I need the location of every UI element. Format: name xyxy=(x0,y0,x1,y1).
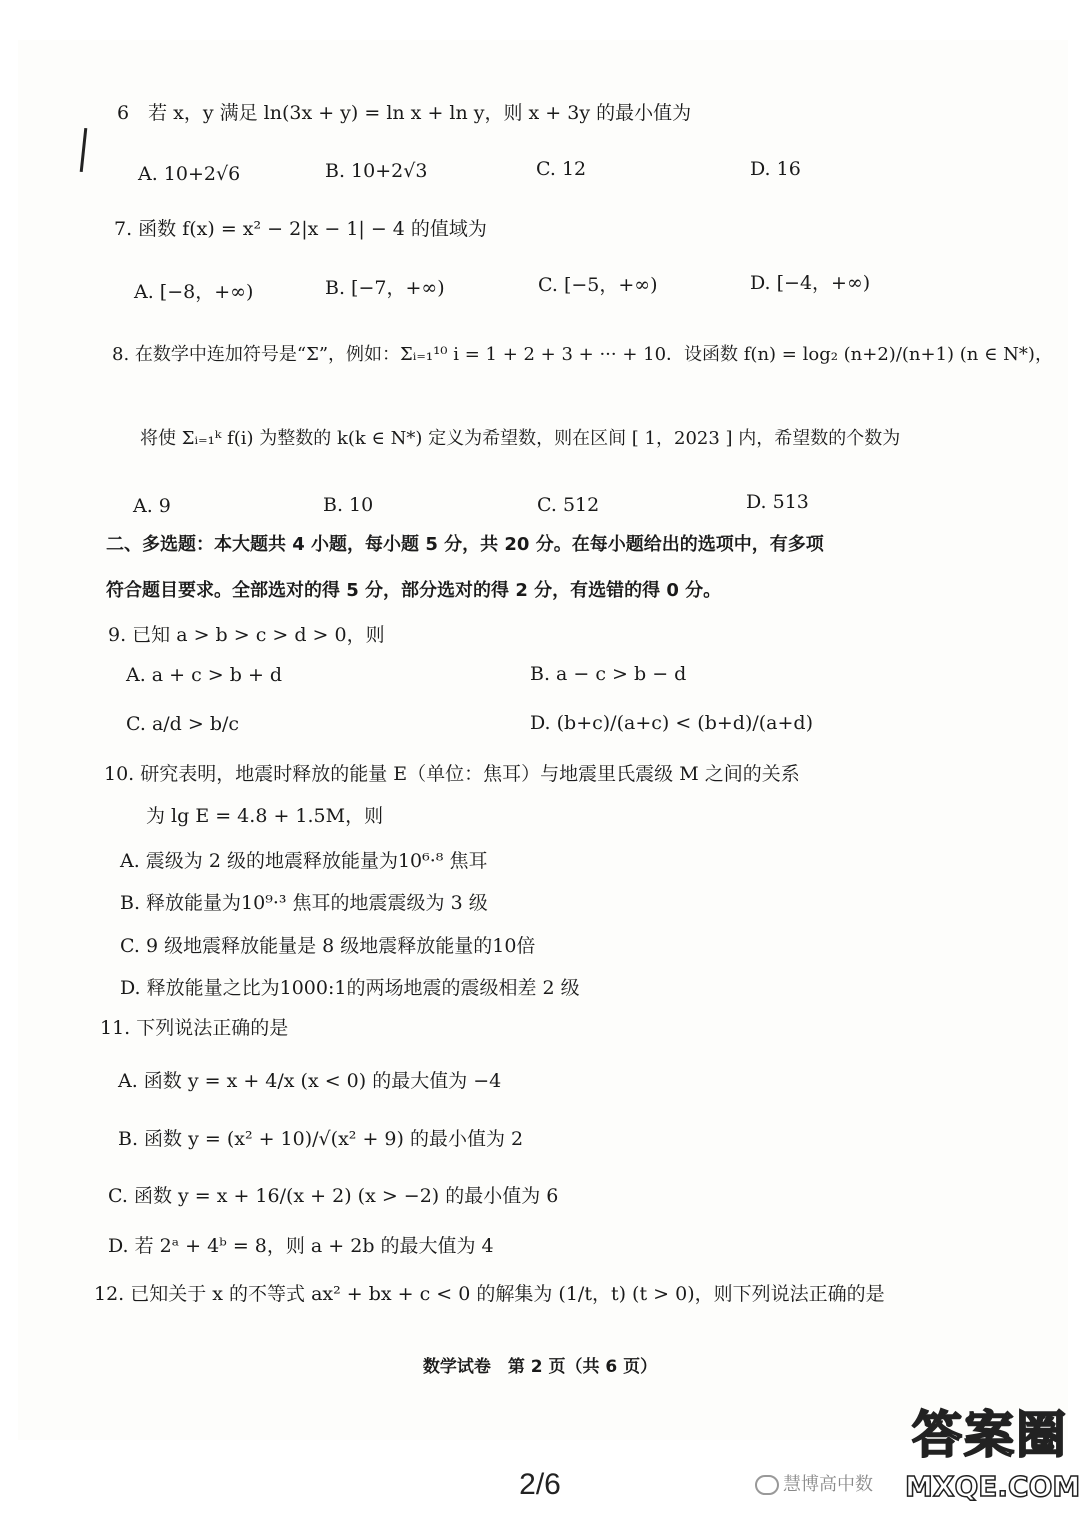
q6-option-d: D. 16 xyxy=(750,158,801,180)
q8-option-c: C. 512 xyxy=(537,494,600,516)
q8-option-d: D. 513 xyxy=(746,491,809,513)
wechat-watermark xyxy=(755,1470,873,1496)
logo-chinese: 答案圈 xyxy=(912,1406,1068,1464)
section-2-heading-line1: 二、多选题：本大题共 4 小题，每小题 5 分，共 20 分。在每小题给出的选项中，有多项 xyxy=(106,534,824,555)
logo-english: MXQE.COM xyxy=(905,1470,1080,1503)
q6-option-a: A. 10+2√6 xyxy=(138,163,241,185)
question-8-stem-line1: 8. 在数学中连加符号是“Σ”，例如：Σᵢ₌₁¹⁰ i = 1 + 2 + 3 + ··· + 10．设函数 f(n) = log₂ (n+2)/(n+1) (n ∈ N*)， xyxy=(112,344,1053,365)
section-2-heading-line2: 符合题目要求。全部选对的得 5 分，部分选对的得 2 分，有选错的得 0 分。 xyxy=(106,580,722,601)
question-10-stem-line1: 10. 研究表明，地震时释放的能量 E（单位：焦耳）与地震里氏震级 M 之间的关系 xyxy=(104,763,800,785)
q11-option-b: B. 函数 y = (x² + 10)/√(x² + 9) 的最小值为 2 xyxy=(118,1128,524,1150)
question-7-stem: 7. 函数 f(x) = x² − 2|x − 1| − 4 的值域为 xyxy=(114,218,487,240)
q7-option-a: A. [−8，+∞) xyxy=(134,281,254,303)
q9-option-a: A. a + c > b + d xyxy=(126,664,283,686)
q7-option-d: D. [−4，+∞) xyxy=(750,272,871,294)
q6-option-b: B. 10+2√3 xyxy=(325,160,428,182)
wechat-icon xyxy=(755,1475,779,1495)
question-11-stem: 11. 下列说法正确的是 xyxy=(100,1017,289,1039)
q11-option-d: D. 若 2ᵃ + 4ᵇ = 8，则 a + 2b 的最大值为 4 xyxy=(108,1235,494,1257)
q7-option-b: B. [−7，+∞) xyxy=(325,277,445,299)
q8-option-a: A. 9 xyxy=(133,495,171,517)
q10-option-c: C. 9 级地震释放能量是 8 级地震释放能量的10倍 xyxy=(120,935,536,957)
q10-option-d: D. 释放能量之比为1000:1的两场地震的震级相差 2 级 xyxy=(120,977,580,999)
q9-option-b: B. a − c > b − d xyxy=(530,663,687,685)
q9-option-c: C. a/d > b/c xyxy=(126,713,240,735)
watermark-text: 慧博高中数 xyxy=(783,1474,873,1495)
exam-paper xyxy=(18,40,1068,1440)
q6-option-c: C. 12 xyxy=(536,158,587,180)
page-indicator: 2/6 xyxy=(519,1468,561,1501)
q11-option-c: C. 函数 y = x + 16/(x + 2) (x > −2) 的最小值为 6 xyxy=(108,1185,559,1207)
q10-option-b: B. 释放能量为10⁹·³ 焦耳的地震震级为 3 级 xyxy=(120,892,488,914)
page-footer: 数学试卷 第 2 页（共 6 页） xyxy=(422,1357,658,1377)
question-6-stem: 6 若 x，y 满足 ln(3x + y) = ln x + ln y，则 x + 3y 的最小值为 xyxy=(117,102,692,124)
question-12-stem: 12. 已知关于 x 的不等式 ax² + bx + c < 0 的解集为 (1/t，t) (t > 0)，则下列说法正确的是 xyxy=(94,1283,885,1305)
question-9-stem: 9. 已知 a > b > c > d > 0，则 xyxy=(108,624,385,646)
question-8-stem-line2: 将使 Σᵢ₌₁ᵏ f(i) 为整数的 k(k ∈ N*) 定义为希望数，则在区间 [ 1，2023 ] 内，希望数的个数为 xyxy=(140,428,901,449)
q10-option-a: A. 震级为 2 级的地震释放能量为10⁶·⁸ 焦耳 xyxy=(120,850,488,872)
q7-option-c: C. [−5，+∞) xyxy=(538,274,658,296)
q9-option-d: D. (b+c)/(a+c) < (b+d)/(a+d) xyxy=(530,712,814,734)
q11-option-a: A. 函数 y = x + 4/x (x < 0) 的最大值为 −4 xyxy=(118,1070,502,1092)
question-10-stem-line2: 为 lg E = 4.8 + 1.5M，则 xyxy=(146,805,384,827)
site-logo xyxy=(905,1395,1080,1520)
q8-option-b: B. 10 xyxy=(323,494,374,516)
